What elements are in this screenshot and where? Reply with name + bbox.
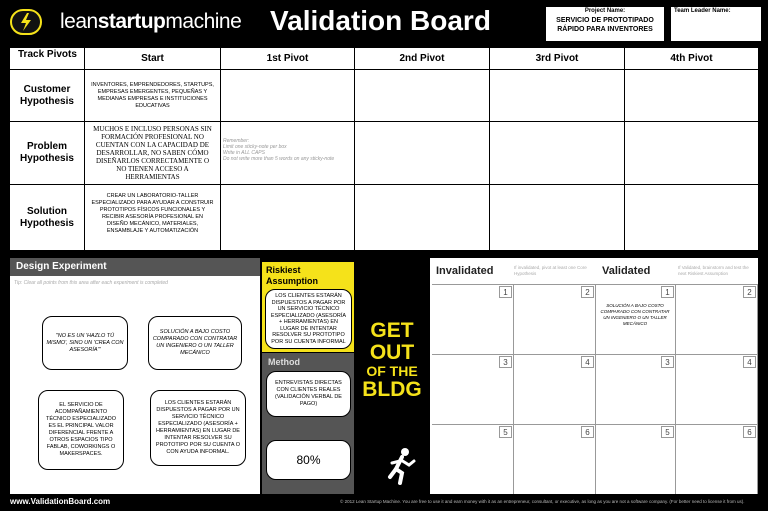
column-start: Start <box>85 48 221 70</box>
invalidated-slot-3[interactable]: 3 <box>432 354 514 424</box>
team-leader-field[interactable] <box>670 6 762 42</box>
row-customer-hypothesis: Customer Hypothesis <box>10 70 85 122</box>
customer-pivot1-cell[interactable] <box>221 70 355 122</box>
customer-pivot2-cell[interactable] <box>355 70 490 122</box>
validated-slot-4[interactable]: 4 <box>676 354 758 424</box>
problem-pivot4-cell[interactable] <box>625 122 758 185</box>
brand-logo-text: leanstartupmachine <box>60 10 242 33</box>
solution-pivot4-cell[interactable] <box>625 185 758 250</box>
hypothesis-grid <box>10 48 758 250</box>
problem-pivot2-cell[interactable] <box>355 122 490 185</box>
footer-url[interactable]: www.ValidationBoard.com <box>10 497 111 506</box>
running-person-icon <box>384 447 418 487</box>
design-experiment-heading: Design Experiment <box>10 258 260 276</box>
experiment-bubble[interactable]: LOS CLIENTES ESTARÁN DISPUESTOS A PAGAR POR UN SERVICIO TÉCNICO ESPECIALIZADO (ASESORÍA + HERRAMIENTAS) EN LUGAR DE INTENTAR RESOLVER SU PROTOTIPO POR SU CUENTA O CON AYUDA INFORMAL. <box>150 390 246 466</box>
footer-copyright: © 2012 Lean Startup Machine. You are free to use it and earn money with it as an entrepreneur, consultant, or executive, as long as you are not a software company. (For better need to license it from us). <box>340 499 745 504</box>
problem-start-cell[interactable] <box>85 122 221 185</box>
validated-slot-5[interactable]: 5 <box>596 424 676 494</box>
page-title: Validation Board <box>270 5 491 36</box>
column-2nd-pivot: 2nd Pivot <box>355 48 490 70</box>
invalidated-slot-5[interactable]: 5 <box>432 424 514 494</box>
problem-start-note: MUCHOS E INCLUSO PERSONAS SIN FORMACIÓN PROFESIONAL NO CUENTAN CON LA CAPACIDAD DE DESARROLLAR, NO SABEN CÓMO DISEÑARLOS CORRECTAMENTE O NO TIENEN ACCESO A HERRAMIENTAS <box>93 125 212 181</box>
validated-slot-2[interactable]: 2 <box>676 284 758 354</box>
invalidated-note: If invalidated, pivot at least one Core Hypothesis <box>514 265 587 276</box>
column-4th-pivot: 4th Pivot <box>625 48 758 70</box>
row-solution-hypothesis: Solution Hypothesis <box>10 185 85 250</box>
invalidated-title: Invalidated <box>436 265 494 277</box>
riskiest-assumption-title: Riskiest Assumption <box>266 265 319 286</box>
validated-slot-3[interactable]: 3 <box>596 354 676 424</box>
validated-note-1: SOLUCIÓN A BAJO COSTO COMPARADO CON CONTRATAR UN INGENIERO O UN TALLER MECÁNICO <box>600 303 670 326</box>
invalidated-slot-6[interactable]: 6 <box>514 424 596 494</box>
lightning-icon <box>10 9 42 35</box>
validated-slot-1[interactable]: 1 SOLUCIÓN A BAJO COSTO COMPARADO CON CONTRATAR UN INGENIERO O UN TALLER MECÁNICO <box>596 284 676 354</box>
experiment-bubble[interactable]: SOLUCIÓN A BAJO COSTO COMPARADO CON CONTRATAR UN INGENIERO O UN TALLER MECÁNICO <box>148 316 242 370</box>
solution-start-note: CREAR UN LABORATORIO-TALLER ESPECIALIZADO PARA AYUDAR A CONSTRUIR PROTOTIPOS FÍSICOS FUNCIONALES Y RECIBIR ASESORÍA PROFESIONAL EN DISEÑO MECÁNICO, MATERIALES, ENSAMBLAJE Y AUTOMATIZACIÓN <box>91 193 214 234</box>
results-area <box>430 258 758 494</box>
design-experiment-tip: Tip: Clear all points from this area after each experiment is completed <box>14 280 168 286</box>
customer-start-cell[interactable] <box>85 70 221 122</box>
problem-pivot1-cell[interactable] <box>221 122 355 185</box>
riskiest-assumption-note[interactable]: LOS CLIENTES ESTARÁN DISPUESTOS A PAGAR POR UN SERVICIO TÉCNICO ESPECIALIZADO (ASESORÍA + HERRAMIENTAS) EN LUGAR DE INTENTAR RESOLVER SU PROTOTIPO POR SU CUENTA INFORMAL <box>265 289 352 349</box>
experiment-bubble[interactable]: EL SERVICIO DE ACOMPAÑAMIENTO TÉCNICO ESPECIALIZADO ES EL PRINCIPAL VALOR DIFERENCIAL FRENTE A OTROS ESPACIOS TIPO FABLAB, COWORKINGS O MAKERSPACES. <box>38 390 124 470</box>
row-problem-hypothesis: Problem Hypothesis <box>10 122 85 185</box>
method-title: Method <box>268 357 300 367</box>
validated-slot-6[interactable]: 6 <box>676 424 758 494</box>
team-leader-label: Team Leader Name: <box>674 8 731 14</box>
method-note[interactable]: ENTREVISTAS DIRECTAS CON CLIENTES REALES (VALIDACIÓN VERBAL DE PAGO) <box>266 371 351 417</box>
solution-pivot3-cell[interactable] <box>490 185 625 250</box>
validated-note: If Validated, brainstorm and test the next Riskiest Assumption <box>678 265 749 276</box>
customer-pivot4-cell[interactable] <box>625 70 758 122</box>
invalidated-slot-4[interactable]: 4 <box>514 354 596 424</box>
track-pivots-label: Track Pivots <box>10 48 85 70</box>
success-metric[interactable]: 80% <box>266 440 351 480</box>
customer-start-note: INVENTORES, EMPRENDEDORES, STARTUPS, EMPRESAS EMERGENTES, PEQUEÑAS Y MEDIANAS EMPRESAS E INSTITUCIONES EDUCATIVAS <box>91 81 214 109</box>
problem-pivot3-cell[interactable] <box>490 122 625 185</box>
experiment-bubble[interactable]: "NO ES UN 'HAZLO TÚ MISMO', SINO UN 'CREA CON ASESORÍA'" <box>42 316 128 370</box>
customer-pivot3-cell[interactable] <box>490 70 625 122</box>
project-name-value: SERVICIO DE PROTOTIPADO RÁPIDO PARA INVENTORES <box>556 17 654 33</box>
column-1st-pivot: 1st Pivot <box>221 48 355 70</box>
solution-pivot1-cell[interactable] <box>221 185 355 250</box>
solution-start-cell[interactable] <box>85 185 221 250</box>
validated-title: Validated <box>602 265 651 277</box>
project-name-label: Project Name: <box>584 8 626 14</box>
remember-tips: Remember: Limit one sticky-note per box Write in ALL CAPS Do not write more than 5 words on any sticky-note <box>223 138 335 162</box>
invalidated-slot-1[interactable]: 1 <box>432 284 514 354</box>
project-name-field[interactable] <box>545 6 665 42</box>
invalidated-slot-2[interactable]: 2 <box>514 284 596 354</box>
get-out-of-the-building: GET OUT OF THE BLDG <box>362 319 422 401</box>
solution-pivot2-cell[interactable] <box>355 185 490 250</box>
column-3rd-pivot: 3rd Pivot <box>490 48 625 70</box>
